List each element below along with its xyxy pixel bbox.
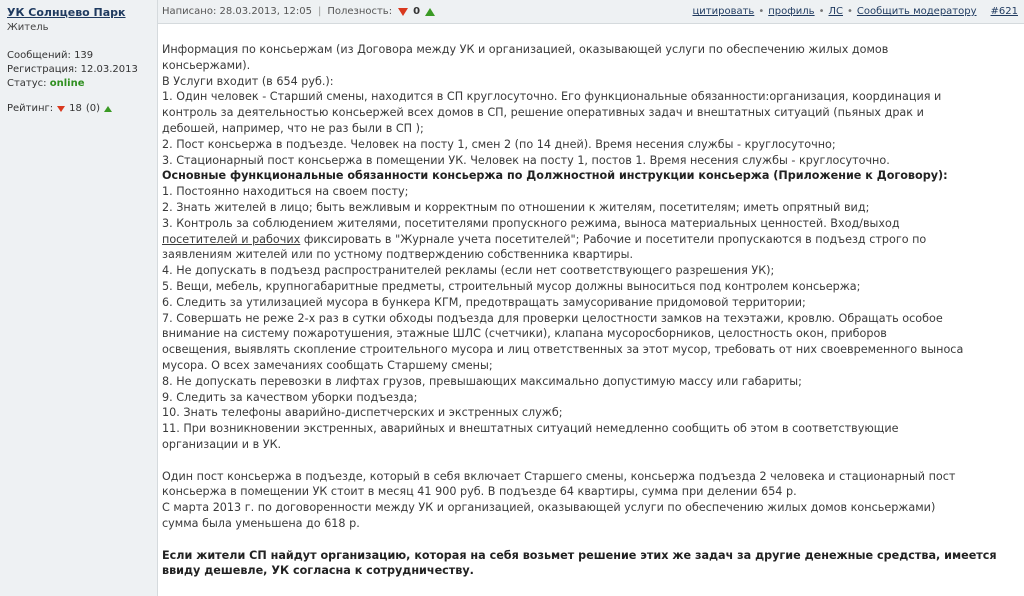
separator-dot: •: [847, 6, 853, 17]
post-line: 1. Постоянно находиться на своем посту;: [162, 185, 409, 199]
stat-registration-value: 12.03.2013: [80, 64, 138, 75]
rating-label: Рейтинг:: [7, 103, 54, 114]
stat-registration-label: Регистрация:: [7, 64, 78, 75]
rating-down-icon[interactable]: [57, 106, 65, 112]
post-line: 8. Не допускать перевозки в лифтах грузов, превышающих максимально допустимую массу или габариты;: [162, 374, 802, 388]
closing-statement: ввиду дешевле, УК согласна к сотрудничеству.: [162, 564, 474, 578]
usefulness-up-icon[interactable]: [425, 8, 435, 16]
post-line: мусора. О всех замечаниях сообщать Старшему смены;: [162, 358, 493, 372]
post-body: [158, 24, 1024, 579]
separator-dot: •: [758, 6, 765, 17]
section-heading: Основные функциональные обязанности консьержа по Должностной инструкции консьержа (Приложение к Договору):: [162, 169, 948, 183]
author-panel: [0, 0, 158, 596]
post-line: дебошей, например, что не раз были в СП );: [162, 121, 424, 135]
quote-link[interactable]: цитировать: [692, 6, 755, 17]
stat-messages-value: 139: [74, 50, 94, 61]
post-line: организации и в УК.: [162, 437, 282, 451]
stat-registration: [7, 63, 157, 77]
post-line: фиксировать в "Журнале учета посетителей"; Рабочие и посетители пропускаются в подъезд строго по: [303, 232, 927, 246]
post-line: 1. Один человек - Старший смены, находится в СП круглосуточно. Его функциональные обязанности:организация, координация и: [162, 90, 942, 104]
stat-status-label: Статус:: [7, 78, 47, 89]
post-date: Написано: 28.03.2013, 12:05: [162, 6, 312, 17]
post-line: С марта 2013 г. по договоренности между УК и организацией, оказывающей услуги по обеспечению жилых домов консьержами): [162, 501, 936, 515]
stat-status: [7, 77, 157, 91]
post-header: [158, 0, 1024, 24]
post-line: внимание на систему пожаротушения, этажные ШЛС (счетчики), клапана мусоросборников, целостность окон, приборов: [162, 327, 887, 341]
rating-extra: (0): [85, 103, 101, 114]
post-line: 7. Совершать не реже 2-х раз в сутки обходы подъезда для проверки целостности замков на техэтажи, кровлю. Обращать особое: [162, 311, 943, 325]
post-line: 10. Знать телефоны аварийно-диспетчерских и экстренных служб;: [162, 406, 563, 420]
post-line: 11. При возникновении экстренных, аварийных и внештатных ситуаций немедленно сообщить об этом в соответствующие: [162, 422, 899, 436]
post-line: консьержами).: [162, 58, 251, 72]
separator-dot: •: [818, 6, 825, 17]
usefulness-down-icon[interactable]: [398, 8, 408, 16]
post-line: 4. Не допускать в подъезд распространителей рекламы (если нет соответствующего разрешения УК);: [162, 264, 775, 278]
pm-link[interactable]: ЛС: [828, 6, 843, 17]
post-line: 2. Знать жителей в лицо; быть вежливым и корректным по отношении к жителям, посетителям; иметь опрятный вид;: [162, 200, 870, 214]
post-line-with-underline: [162, 232, 1016, 248]
usefulness-label: Полезность:: [327, 6, 393, 17]
rating-up-icon[interactable]: [104, 106, 112, 112]
header-divider: |: [317, 6, 322, 17]
post-line: 3. Стационарный пост консьержа в помещении УК. Человек на посту 1, постов 1. Время несения службы - круглосуточно.: [162, 153, 890, 167]
post-line: освещения, выявлять скопление строительного мусора и лиц ответственных за этот мусор, требовать от них своевременного выноса: [162, 343, 964, 357]
post-line: Один пост консьержа в подъезде, который в себя включает Старшего смены, консьержа подъезда 2 человека и стационарный пост: [162, 469, 956, 483]
post-line: заявлениям жителей или по устному подтверждению собственника квартиры.: [162, 248, 634, 262]
stat-messages-label: Сообщений:: [7, 50, 71, 61]
paragraph-gap: [162, 532, 1016, 548]
post-line: сумма была уменьшена до 618 р.: [162, 516, 360, 530]
post-line: 6. Следить за утилизацией мусора в бункера КГМ, предотвращать замусоривание придомовой территории;: [162, 295, 806, 309]
post-line: 3. Контроль за соблюдением жителями, посетителями пропускного режима, выноса материальных ценностей. Вход/выход: [162, 216, 900, 230]
post-line: консьержа в помещении УК стоит в месяц 41 900 руб. В подъезде 64 квартиры, сумма при делении 654 р.: [162, 485, 797, 499]
post-line: 9. Следить за качеством уборки подъезда;: [162, 390, 418, 404]
status-online-badge: online: [49, 78, 85, 89]
underlined-phrase: посетителей и рабочих: [162, 232, 301, 246]
author-username-link[interactable]: УК Солнцево Парк: [7, 6, 126, 19]
post-actions: [692, 6, 1018, 17]
post-line: Информация по консьержам (из Договора между УК и организацией, оказывающей услуги по обеспечению жилых домов: [162, 43, 889, 56]
post-main: [158, 0, 1024, 596]
post-line: 5. Вещи, мебель, крупногабаритные предметы, строительный мусор должны выноситься под контролем консьержа;: [162, 279, 861, 293]
profile-link[interactable]: профиль: [768, 6, 815, 17]
author-rating: [7, 103, 157, 114]
rating-score: 18: [69, 103, 82, 114]
stat-messages: [7, 49, 157, 63]
closing-statement: Если жители СП найдут организацию, которая на себя возьмет решение этих же задач за другие денежные средства, имеется: [162, 548, 997, 562]
post-line: В Услуги входит (в 654 руб.):: [162, 74, 334, 88]
paragraph-gap: [162, 453, 1016, 469]
author-rank: Житель: [7, 22, 49, 33]
post-line: 2. Пост консьержа в подъезде. Человек на посту 1, смен 2 (по 14 дней). Время несения службы - круглосуточно;: [162, 137, 836, 151]
report-moderator-link[interactable]: Сообщить модератору: [856, 6, 977, 17]
post-number-link[interactable]: #621: [990, 6, 1018, 17]
author-stats: [7, 49, 157, 91]
usefulness-score: 0: [413, 6, 421, 17]
post-line: контроль за деятельностью консьержей всех домов в СП, решение оперативных задач и внештатных ситуаций (пьяных драк и: [162, 106, 924, 120]
